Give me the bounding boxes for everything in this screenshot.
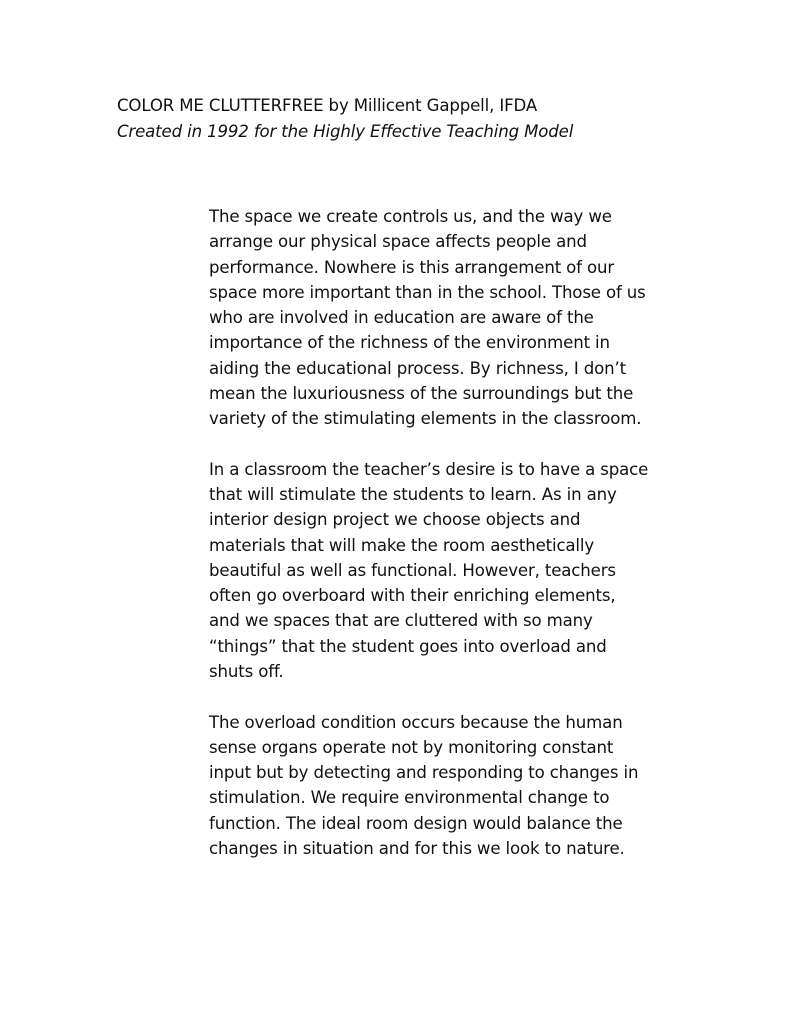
paragraph-line: shuts off. (209, 661, 284, 681)
paragraph-line: that will stimulate the students to learn. As in any (209, 485, 617, 505)
paragraph-line: arrange our physical space affects people and (209, 232, 587, 252)
paragraph-line: interior design project we choose objects and (209, 510, 581, 530)
paragraph-line: input but by detecting and responding to changes in (209, 763, 639, 783)
paragraph-line: beautiful as well as functional. However, teachers (209, 560, 616, 580)
paragraph-line: space more important than in the school. Those of us (209, 282, 646, 302)
paragraph-line: performance. Nowhere is this arrangement of our (209, 257, 615, 277)
paragraph-line: stimulation. We require environmental change to (209, 788, 610, 808)
paragraph-line: The overload condition occurs because the human (209, 712, 623, 732)
document-title: COLOR ME CLUTTERFREE by Millicent Gappell, IFDA (117, 96, 538, 115)
paragraph-line: function. The ideal room design would balance the (209, 813, 623, 833)
paragraph-2 (209, 457, 679, 684)
document-subtitle: Created in 1992 for the Highly Effective Teaching Model (117, 121, 574, 141)
paragraph-line: “things” that the student goes into overload and (209, 636, 607, 656)
paragraph-line: The space we create controls us, and the way we (209, 207, 612, 226)
paragraph-line: and we spaces that are cluttered with so many (209, 611, 593, 631)
document-header (117, 93, 737, 144)
document-body (209, 204, 679, 887)
paragraph-line: importance of the richness of the environment in (209, 333, 610, 353)
paragraph-line: variety of the stimulating elements in the classroom. (209, 409, 642, 428)
paragraph-line: sense organs operate not by monitoring constant (209, 737, 614, 757)
paragraph-1 (209, 204, 679, 431)
paragraph-line: changes in situation and for this we look to nature. (209, 838, 625, 858)
paragraph-line: mean the luxuriousness of the surroundings but the (209, 383, 634, 403)
paragraph-line: materials that will make the room aesthetically (209, 535, 595, 555)
paragraph-line: In a classroom the teacher’s desire is to have a space (209, 459, 649, 479)
paragraph-line: aiding the educational process. By richness, I don’t (209, 358, 626, 378)
paragraph-line: often go overboard with their enriching elements, (209, 586, 616, 606)
paragraph-line: who are involved in education are aware of the (209, 308, 594, 327)
paragraph-3 (209, 710, 679, 862)
